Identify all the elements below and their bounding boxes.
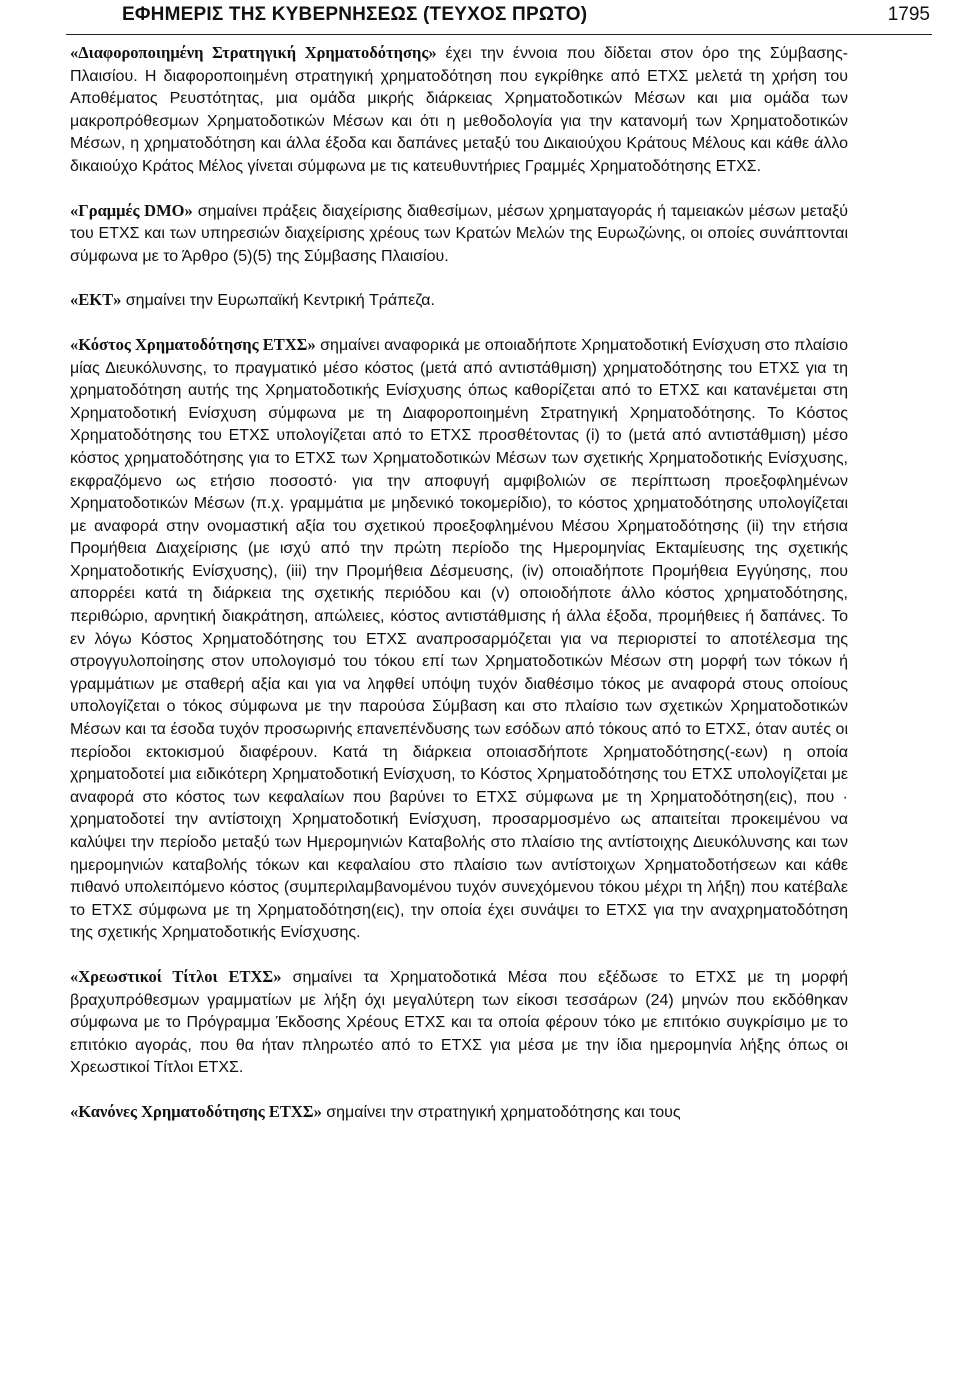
definition-text: σημαίνει τα Χρηματοδοτικά Μέσα που εξέδωσε το ΕΤΧΣ με τη μορφή βραχυπρόθεσμων γραμματίων με λήξη όχι μεγαλύτερη των είκοσι τεσσάρων (24) μηνών που εκδόθηκαν σύμφωνα με το Πρόγραμμα Έκδοσης Χρέους ΕΤΧΣ και τα οποία φέρουν τόκο με επιτόκιο συγκρίσιμο με το επιτόκιο αγοράς, που θα ήταν πληρωτέο από το ΕΤΧΣ για μέσα με την ίδια ημερομηνία λήξης όπως οι Χρεωστικοί Τίτλοι ΕΤΧΣ. — [70, 968, 849, 1077]
definition-text: έχει την έννοια που δίδεται στον όρο της Σύμβασης-Πλαισίου. Η διαφοροποιημένη στρατηγική χρηματοδότηση που εγκρίθηκε από ΕΤΧΣ μελετά τη χρήση του Αποθέματος Ρευστότητας, μια ομάδα μικρής διάρκειας Χρηματοδοτικών Μέσων και μια ομάδα των μακροπρόθεσμων Χρηματοδοτικών Μέσων και ότι η μεθοδολογία για την κατανομή των Χρηματοδοτικών Μέσων, η χρηματοδότηση και άλλα έξοδα και δαπάνες μεταξύ του Δικαιούχου Κράτους Μέλους και κάθε άλλο δικαιούχο Κράτος Μέλος γίνεται σύμφωνα με τις κατευθυντήριες Γραμμές Χρηματοδότησης ΕΤΧΣ. — [70, 45, 849, 175]
defined-term: «Γραμμές DMO» — [70, 200, 193, 220]
definition-text: σημαίνει την στρατηγική χρηματοδότησης και τους — [321, 1103, 681, 1121]
definition-paragraph — [70, 289, 848, 313]
defined-term: «Χρεωστικοί Τίτλοι ΕΤΧΣ» — [70, 966, 282, 986]
defined-term: «Κόστος Χρηματοδότησης ΕΤΧΣ» — [70, 334, 316, 354]
header-rule — [66, 34, 932, 35]
definition-paragraph — [70, 200, 848, 269]
definition-paragraph — [70, 334, 848, 945]
definition-text: σημαίνει την Ευρωπαϊκή Κεντρική Τράπεζα. — [121, 292, 435, 310]
document-body — [70, 42, 848, 1146]
definition-paragraph — [70, 1101, 848, 1125]
definition-paragraph — [70, 42, 848, 179]
definition-text: σημαίνει αναφορικά με οποιαδήποτε Χρηματοδοτική Ενίσχυση στο πλαίσιο μίας Διευκόλυνσης, το πραγματικό μέσο κόστος (μετά από αντιστάθμιση) χρηματοδότησης του ΕΤΧΣ για τη χρηματοδότηση αυτής της Χρηματοδοτικής Ενίσχυσης όπως καθορίζεται από το ΕΤΧΣ και κατανέμεται στη Χρηματοδοτική Ενίσχυση σύμφωνα με τη Διαφοροποιημένη Στρατηγική Χρηματοδότησης. Το Κόστος Χρηματοδότησης του ΕΤΧΣ υπολογίζεται από το ΕΤΧΣ προσθέτοντας (i) το (μετά από αντιστάθμιση) μέσο κόστος χρηματοδότησης για το ΕΤΧΣ των Χρηματοδοτικών Μέσων των σχετικής Χρηματοδοτικής Ενίσχυσης, εκφραζόμενο ως ετήσιο ποσοστό· για την αποφυγή αμφιβολιών σε περίπτωση προεξοφλημένων Χρηματοδοτικών Μέσων (π.χ. γραμμάτια με μηδενικό τοκομερίδιο), το κόστος χρηματοδότησης υπολογίζεται με αναφορά στην ονομαστική αξία του σχετικού προεξοφλημένου Μέσου Χρηματοδότησης (ii) την ετήσια Προμήθεια Διαχείρισης (με ισχύ από την πρώτη περίοδο της Ημερομηνίας Εκταμίευσης της σχετικής Χρηματοδοτικής Ενίσχυσης), (iii) την Προμήθεια Δέσμευσης, (iv) οποιαδήποτε Προμήθεια Εγγύησης, που απορρέει κατά τη διάρκεια της σχετικής περιόδου και (v) οποιοδήποτε άλλο κόστος χρηματοδότησης, περιθώριο, αρνητική διακράτηση, απώλειες, κόστος αντιστάθμισης ή άλλα έξοδα, προμήθειες ή δαπάνες. Το εν λόγω Κόστος Χρηματοδότησης του ΕΤΧΣ αναπροσαρμόζεται για να περιοριστεί το αποτέλεσμα της στρογγυλοποίησης στον υπολογισμό του τόκου επί των Χρηματοδοτικών Μέσων στη μορφή των τόκων ή γραμμάτιων με σταθερή αξία και για να ληφθεί υπόψη τυχόν διαθέσιμο τόκος με αναφορά στους οποίους υπολογίζεται ο τόκος σύμφωνα με την παρούσα Σύμβαση και στο πλαίσιο των σχετικών Χρηματοδοτικών Μέσων και τα έσοδα τυχόν προσωρινής επανεπένδυσης των εσόδων από τόκους από το ΕΤΧΣ, όταν αυτές οι περίοδοι εκτοκισμού διαφέρουν. Κατά τη διάρκεια οποιασδήποτε Χρηματοδότησης(-εων) η οποία χρηματοδοτεί μια ειδικότερη Χρηματοδοτική Ενίσχυση, το Κόστος Χρηματοδότησης του ΕΤΧΣ υπολογίζεται με αναφορά στο κόστος των κεφαλαίων που βαρύνει το ΕΤΧΣ σύμφωνα με τη Χρηματοδότηση(εις), που · χρηματοδοτεί την αντίστοιχη Χρηματοδοτική Ενίσχυση, προσαρμοσμένο ως απαιτείται προκειμένου να καλύψει την περίοδο μεταξύ των Ημερομηνιών Καταβολής στο πλαίσιο της αντίστοιχης Διευκόλυνσης και των ημερομηνιών καταβολής τόκων και κεφαλαίου στο πλαίσιο των αντίστοιχων Χρηματοδοτήσεων και κάθε πιθανό υπολειπόμενο κόστος (συμπεριλαμβανομένου τυχόν συνεχόμενου τόκου μέχρι τη λήξη) που κατέβαλε το ΕΤΧΣ σύμφωνα με τη Χρηματοδότηση(εις), την οποία έχει συνάψει το ΕΤΧΣ για την αναχρηματοδότηση της σχετικής Χρηματοδοτικής Ενίσχυσης. — [70, 336, 848, 942]
defined-term: «Κανόνες Χρηματοδότησης ΕΤΧΣ» — [70, 1101, 322, 1121]
defined-term: «Διαφοροποιημένη Στρατηγική Χρηματοδότησης» — [70, 43, 437, 62]
page-header — [0, 0, 960, 34]
definition-paragraph — [70, 966, 848, 1080]
page-number: 1795 — [887, 4, 930, 25]
defined-term: «ΕΚΤ» — [70, 290, 122, 310]
definition-text: σημαίνει πράξεις διαχείρισης διαθεσίμων, μέσων χρηματαγοράς ή ταμειακών μέσων μεταξύ του ΕΤΧΣ και των υπηρεσιών διαχείρισης χρέους των Κρατών Μελών της Ευρωζώνης, οι οποίες συνάπτονται σύμφωνα με το Άρθρο (5)(5) της Σύμβασης Πλαισίου. — [70, 202, 849, 265]
gazette-title: ΕΦΗΜΕΡΙΣ ΤΗΣ ΚΥΒΕΡΝΗΣΕΩΣ (ΤΕΥΧΟΣ ΠΡΩΤΟ) — [122, 4, 588, 25]
